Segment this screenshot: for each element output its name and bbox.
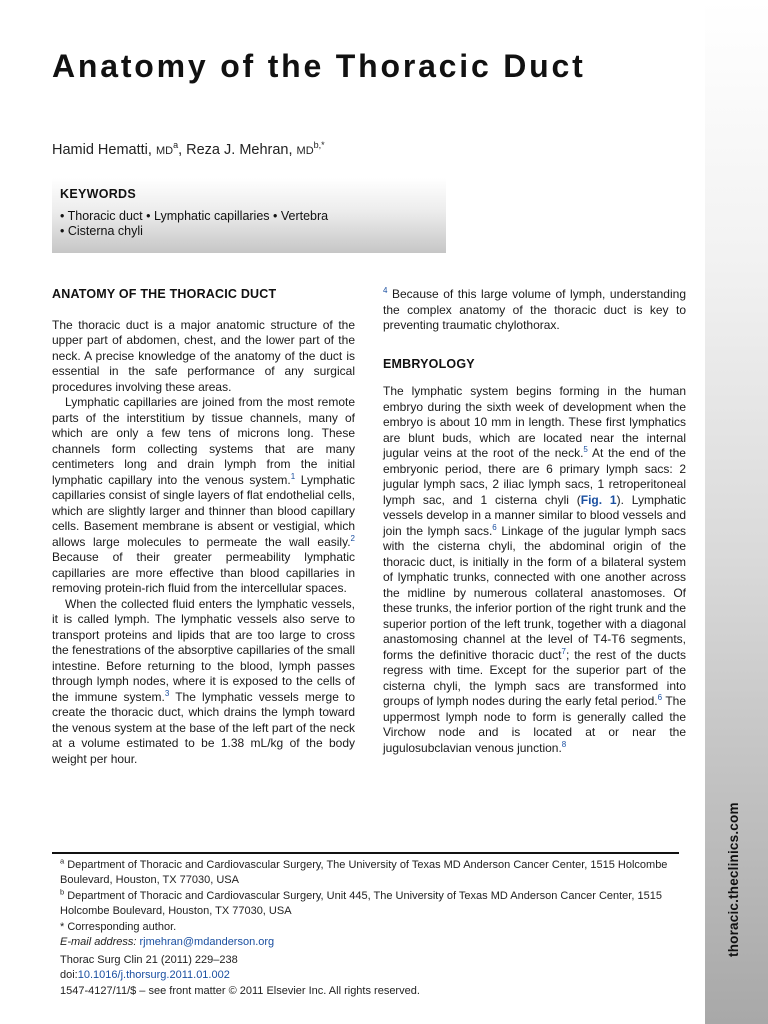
doi-line: doi:10.1016/j.thorsurg.2011.01.002 [60, 969, 230, 982]
reference-link[interactable]: 4 [383, 286, 388, 295]
reference-link[interactable]: 6 [657, 693, 663, 702]
reference-link[interactable]: 2 [350, 533, 355, 543]
article-title: Anatomy of the Thoracic Duct [52, 48, 586, 84]
right-column [383, 287, 686, 756]
copyright-line: 1547-4127/11/$ – see front matter © 2011 Elsevier Inc. All rights reserved. [60, 984, 420, 997]
citation-block [60, 953, 620, 999]
author-degree: MD [155, 144, 174, 157]
affiliation-footnote: $^a$ Department of Thoracic and Cardiovascular Surgery, The University of Texas MD Anderson Cancer Center, 1515 Holcombe Boulevard, Houston, TX 77030, USA [60, 856, 668, 887]
affiliation-mark: a [173, 140, 179, 150]
footnotes [60, 858, 682, 950]
footnote-rule [52, 852, 679, 854]
keywords-line: • Cisterna chyli [60, 224, 143, 238]
paragraph-continued: $^4$ Because of this large volume of lymph, understanding the complex anatomy of the thoracic duct is key to preventing traumatic chylothorax. [383, 286, 686, 332]
author-name: Hamid Hematti, [52, 141, 152, 158]
reference-link[interactable]: 7 [561, 646, 566, 656]
corresponding-author-note: * Corresponding author. [60, 920, 177, 933]
keywords-box [52, 178, 446, 253]
author-degree: MD [296, 144, 314, 157]
affiliation-footnote: $^b$ Department of Thoracic and Cardiovascular Surgery, Unit 445, The University of Texas MD Anderson Cancer Center, 1515 Holcombe Boulevard, Houston, TX 77030, USA [60, 887, 662, 918]
paragraph: When the collected fluid enters the lymphatic vessels, it is called lymph. The lymphatic vessels also serve to transport proteins and lipids that are too large to cross the fenestrations of the absorptive capillaries of the small intestine. Before returning to the blood, lymph passes through lymph nodes, where it is exposed to the cells of the immune system.$^3$ The lymphatic vessels merge to create the thoracic duct, which drains the lymph toward the venous system at the base of the left part of the neck at a volume estimated to be 1.38 mL/kg of the body weight per hour. [52, 596, 355, 766]
paragraph: The thoracic duct is a major anatomic structure of the upper part of abdomen, chest, and the lower part of the neck. A precise knowledge of the anatomy of the duct is essential in the safe performance of any surgical procedures involving these areas. [52, 317, 355, 394]
author-line [52, 140, 325, 158]
doi-link[interactable]: 10.1016/j.thorsurg.2011.01.002 [77, 969, 230, 982]
paragraph: Lymphatic capillaries are joined from the most remote parts of the interstitium by tissue channels, many of which are only a few tens of microns long. These channels form collecting systems that are many centimeters long and drain lymph from the initial lymphatic capillary into the venous system.$^1$ Lymphatic capillaries consist of single layers of flat endothelial cells, which are slightly larger and thinner than blood capillary cells. Basement membrane is absent or vestigial, which allows large molecules to permeate the wall easily.$^2$ Because of their greater permeability lymphatic capillaries are more effective than blood capillaries in removing protein-rich fluid from the intercellular spaces. [52, 395, 355, 595]
reference-link[interactable]: 5 [583, 445, 588, 454]
affiliation-mark: b,* [313, 140, 325, 150]
keywords-line: • Thoracic duct • Lymphatic capillaries • Vertebra [60, 209, 329, 223]
reference-link[interactable]: 3 [164, 688, 170, 698]
email-link[interactable]: rjmehran@mdanderson.org [139, 936, 275, 949]
figure-link[interactable]: Fig. 1 [580, 492, 617, 507]
reference-link[interactable]: 1 [290, 471, 296, 481]
keywords-heading: KEYWORDS [60, 187, 137, 201]
reference-link[interactable]: 8 [561, 739, 567, 749]
journal-url-vertical[interactable] [726, 897, 746, 957]
left-column [52, 287, 355, 767]
paragraph: The lymphatic system begins forming in the human embryo during the sixth week of development when the embryo is about 10 mm in length. These first lymphatics are blunt buds, which are located near the internal jugular veins at the root of the neck.$^5$ At the end of the embryonic period, there are 6 primary lymph sacs: 2 jugular lymph sacs, 2 iliac lymph sacs, 1 retroperitoneal lymph sac, and 1 cisterna chyli (Fig. 1). Lymphatic vessels develop in a manner similar to blood vessels and join the lymph sacs.$^6$ Linkage of the jugular lymph sacs with the cisterna chyli, the abdominal origin of the thoracic duct, is initially in the form of a bilateral system of lymphatic trunks, connected with one another across the midline by numerous collateral anastomoses. Of these trunks, the inferior portion of the right trunk and the superior portion of the left trunk, together with a diagonal anastomosing channel at the level of T4-T6 segments, forms the definitive thoracic duct$^7$; the rest of the ducts regress with time. Except for the superior part of the cisterna chyli, the lymph sacs are transformed into groups of lymph nodes during the early fetal period.$^6$ The uppermost lymph node to form is generally called the Virchow node and is located at or near the jugulosubclavian venous junction.$^8$ [383, 384, 687, 755]
reference-link[interactable]: 6 [492, 522, 497, 532]
section-heading-embryology: EMBRYOLOGY [383, 356, 475, 371]
journal-citation: Thorac Surg Clin 21 (2011) 229–238 [60, 954, 238, 966]
email-line: E-mail address: rjmehran@mdanderson.org [60, 936, 275, 949]
section-heading-anatomy: ANATOMY OF THE THORACIC DUCT [52, 287, 277, 301]
author-name: , Reza J. Mehran, [178, 141, 293, 158]
